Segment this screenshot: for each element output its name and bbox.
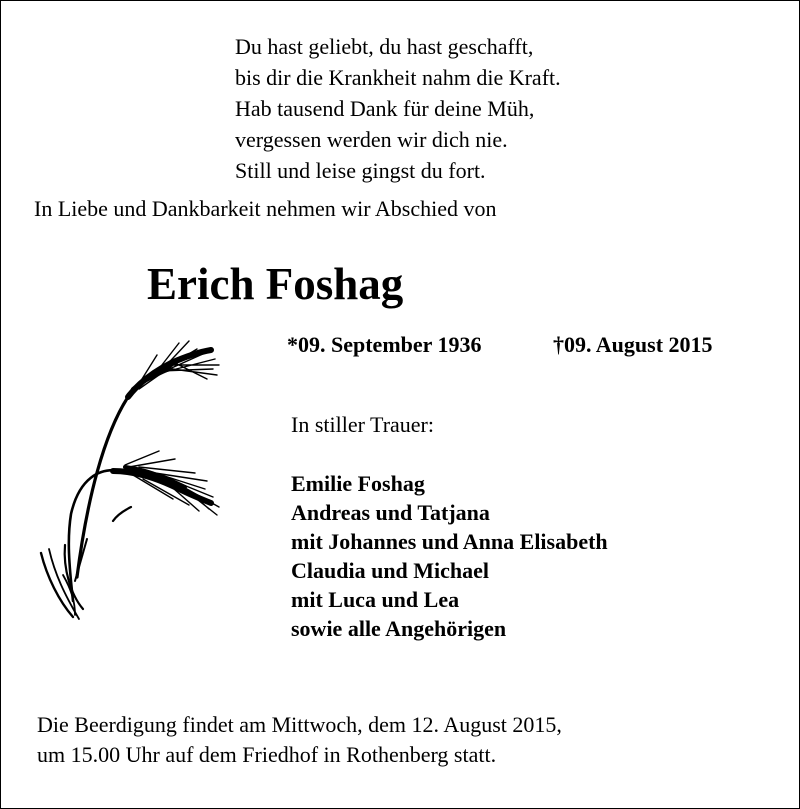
family-list xyxy=(291,469,608,643)
poem-line: vergessen werden wir dich nie. xyxy=(235,127,508,152)
poem-line: Du hast geliebt, du hast geschafft, xyxy=(235,34,534,59)
family-member: mit Luca und Lea xyxy=(291,587,460,612)
family-member: Emilie Foshag xyxy=(291,471,425,496)
family-member: mit Johannes und Anna Elisabeth xyxy=(291,529,608,554)
poem xyxy=(235,31,561,186)
funeral-info xyxy=(37,710,562,770)
deceased-name: Erich Foshag xyxy=(147,259,404,309)
poem-line: bis dir die Krankheit nahm die Kraft. xyxy=(235,65,561,90)
poem-line: Still und leise gingst du fort. xyxy=(235,158,486,183)
farewell-intro: In Liebe und Dankbarkeit nehmen wir Abschied von xyxy=(34,196,497,221)
poem-line: Hab tausend Dank für deine Müh, xyxy=(235,96,535,121)
wheat-ears-icon xyxy=(29,339,229,629)
birth-date: *09. September 1936 xyxy=(287,332,482,357)
family-member: sowie alle Angehörigen xyxy=(291,616,507,641)
death-date: †09. August 2015 xyxy=(553,332,713,357)
family-member: Andreas und Tatjana xyxy=(291,500,490,525)
mourning-label: In stiller Trauer: xyxy=(291,412,434,437)
funeral-line: Die Beerdigung findet am Mittwoch, dem 12. August 2015, xyxy=(37,712,562,737)
family-member: Claudia und Michael xyxy=(291,558,490,583)
funeral-line: um 15.00 Uhr auf dem Friedhof in Rothenberg statt. xyxy=(37,742,497,767)
